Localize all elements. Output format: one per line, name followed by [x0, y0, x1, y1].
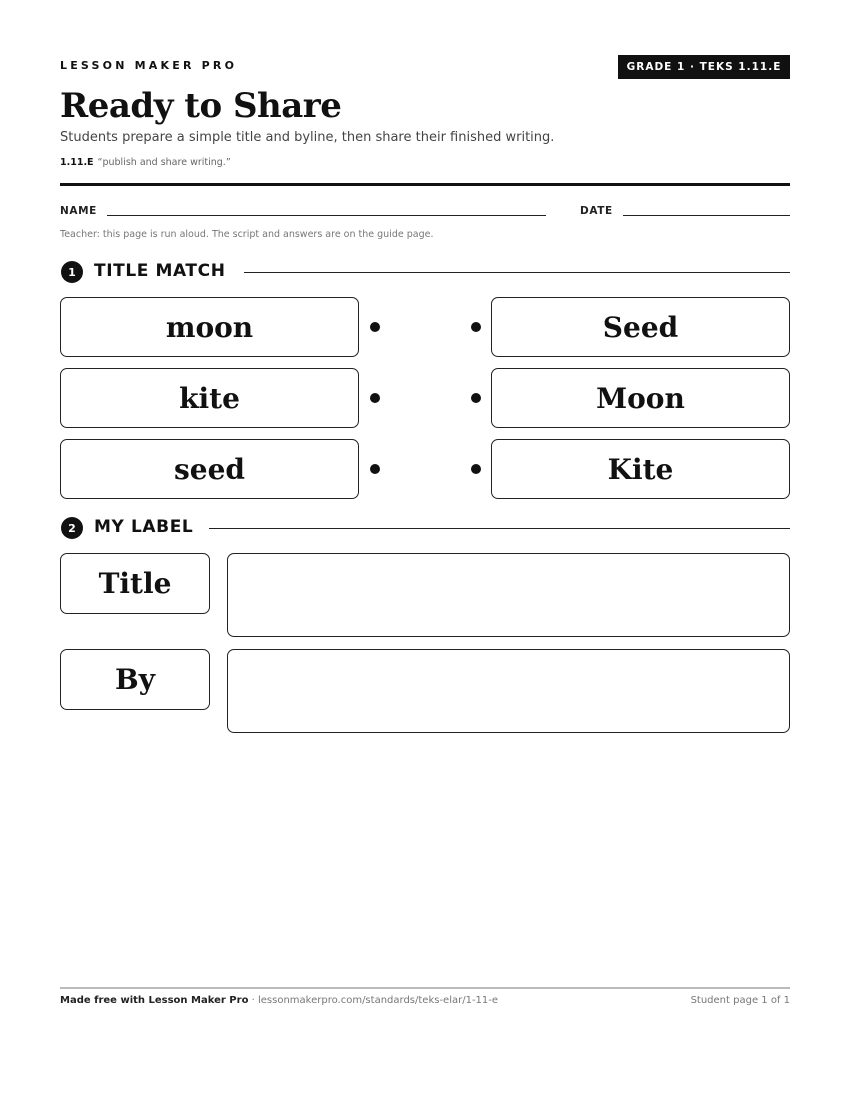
standard-code: 1.11.E [60, 157, 94, 168]
name-label: NAME [60, 205, 97, 217]
teacher-note: Teacher: this page is run aloud. The script and answers are on the guide page. [60, 229, 434, 240]
section-1-number: 1 [61, 261, 83, 283]
standard-line [60, 157, 231, 168]
match-right-title: Kite [491, 439, 790, 499]
match-left-dot[interactable] [370, 464, 380, 474]
footer-credit [60, 995, 498, 1006]
match-right-title: Moon [491, 368, 790, 428]
section-1-rule [244, 272, 790, 273]
match-right-dot[interactable] [471, 393, 481, 403]
date-line[interactable] [623, 215, 790, 216]
footer-made-with: Made free with Lesson Maker Pro [60, 995, 249, 1006]
brand-name: LESSON MAKER PRO [60, 59, 238, 72]
label-title-tag: Title [60, 553, 210, 614]
standard-text: “publish and share writing.” [97, 157, 231, 168]
byline-write-box[interactable] [227, 649, 790, 733]
match-left-dot[interactable] [370, 393, 380, 403]
header-divider [60, 183, 790, 186]
page-subtitle: Students prepare a simple title and byline, then share their finished writing. [60, 130, 555, 145]
match-left-word: seed [60, 439, 359, 499]
section-2-rule [209, 528, 790, 529]
match-left-word: moon [60, 297, 359, 357]
match-left-word: kite [60, 368, 359, 428]
label-by-tag: By [60, 649, 210, 710]
match-right-dot[interactable] [471, 464, 481, 474]
grade-badge: GRADE 1 · TEKS 1.11.E [618, 55, 790, 79]
match-right-title: Seed [491, 297, 790, 357]
section-2-title: MY LABEL [94, 517, 194, 537]
page-title: Ready to Share [60, 86, 342, 126]
footer-page-number: Student page 1 of 1 [690, 995, 790, 1006]
section-1-title: TITLE MATCH [94, 261, 226, 281]
footer-url[interactable]: · lessonmakerpro.com/standards/teks-elar/1-11-e [248, 995, 499, 1006]
section-2-number: 2 [61, 517, 83, 539]
date-label: DATE [580, 205, 613, 217]
footer-divider [60, 987, 790, 989]
match-right-dot[interactable] [471, 322, 481, 332]
name-line[interactable] [107, 215, 546, 216]
match-left-dot[interactable] [370, 322, 380, 332]
title-write-box[interactable] [227, 553, 790, 637]
